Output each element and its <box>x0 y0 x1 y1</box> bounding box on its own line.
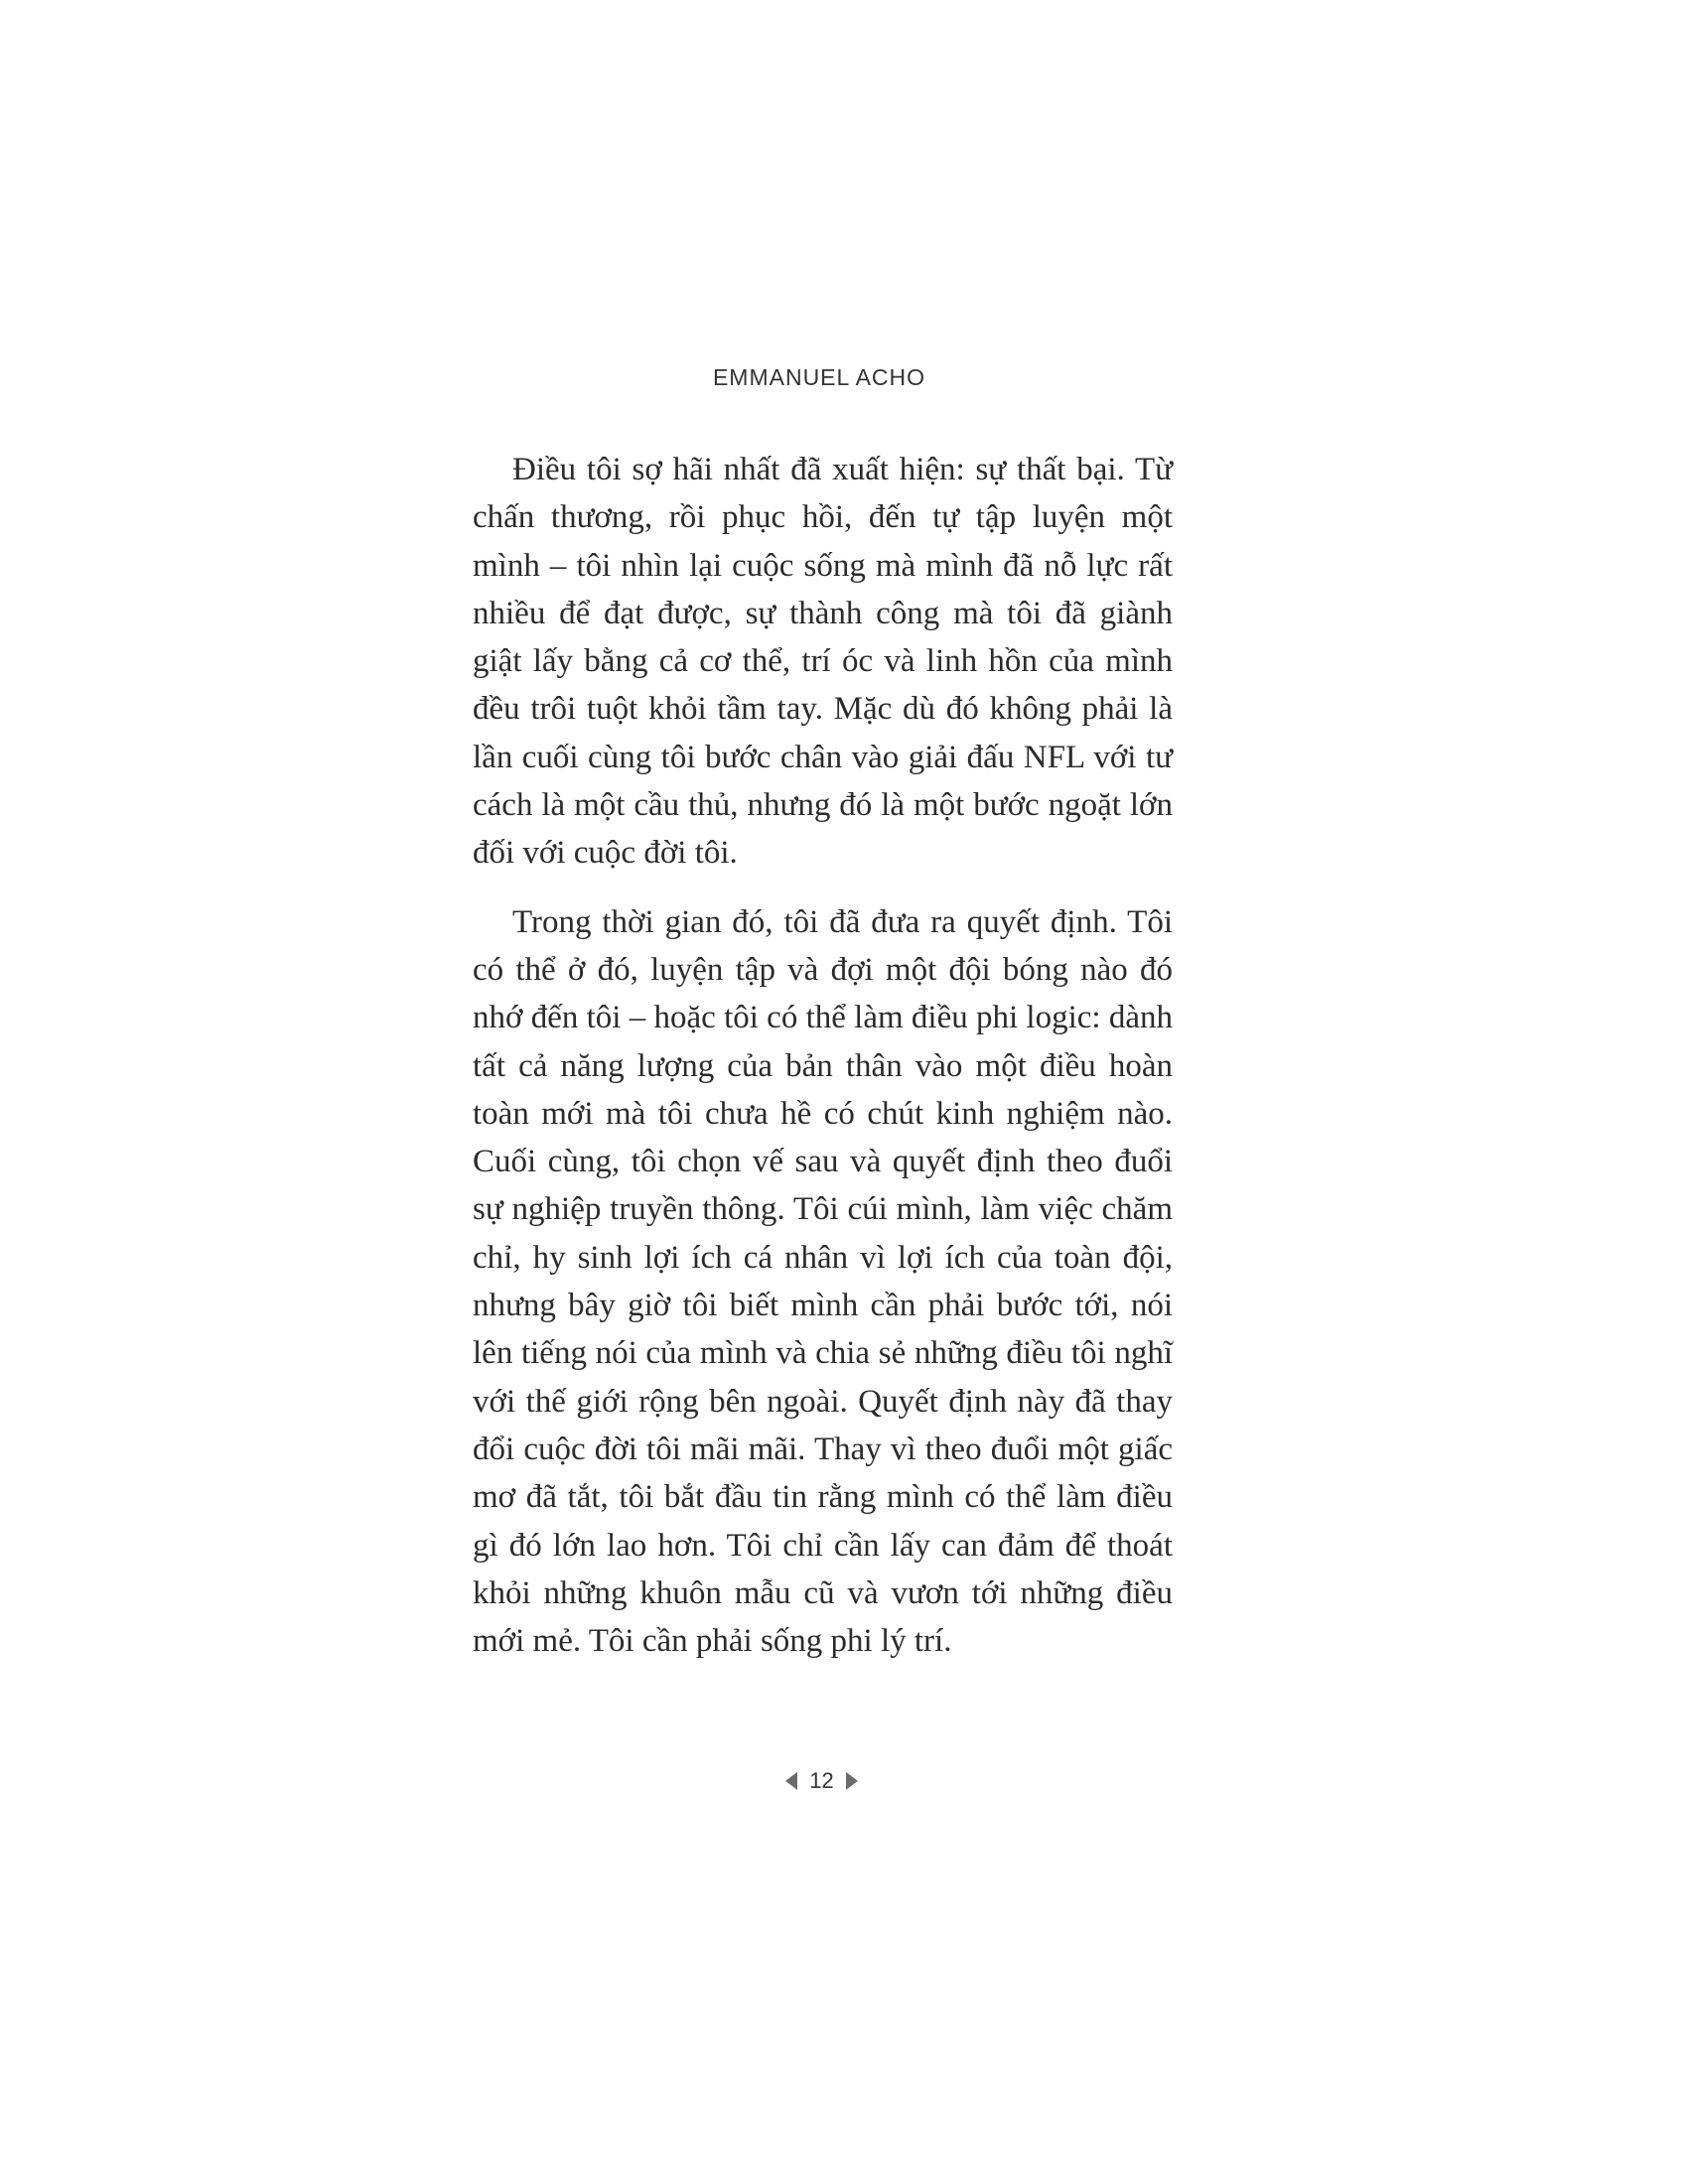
paragraph: Điều tôi sợ hãi nhất đã xuất hiện: sự thất bại. Từ chấn thương, rồi phục hồi, đến tự tập luyện một mình – tôi nhìn lại cuộc sống mà mình đã nỗ lực rất nhiều để đạt được, sự thành công mà tôi đã giành giật lấy bằng cả cơ thể, trí óc và linh hồn của mình đều trôi tuột khỏi tầm tay. Mặc dù đó không phải là lần cuối cùng tôi bước chân vào giải đấu NFL với tư cách là một cầu thủ, nhưng đó là một bước ngoặt lớn đối với cuộc đời tôi. <box>473 452 1173 872</box>
triangle-left-icon[interactable] <box>785 1772 797 1790</box>
running-head: EMMANUEL ACHO <box>712 364 926 390</box>
triangle-right-icon[interactable] <box>846 1772 858 1790</box>
page-number: 12 <box>809 1768 834 1793</box>
paragraph: Trong thời gian đó, tôi đã đưa ra quyết định. Tôi có thể ở đó, luyện tập và đợi một đội bóng nào đó nhớ đến tôi – hoặc tôi có thể làm điều phi logic: dành tất cả năng lượng của bản thân vào một điều hoàn toàn mới mà tôi chưa hề có chút kinh nghiệm nào. Cuối cùng, tôi chọn vế sau và quyết định theo đuổi sự nghiệp truyền thông. Tôi cúi mình, làm việc chăm chỉ, hy sinh lợi ích cá nhân vì lợi ích của toàn đội, nhưng bây giờ tôi biết mình cần phải bước tới, nói lên tiếng nói của mình và chia sẻ những điều tôi nghĩ với thế giới rộng bên ngoài. Quyết định này đã thay đổi cuộc đời tôi mãi mãi. Thay vì theo đuổi một giấc mơ đã tắt, tôi bắt đầu tin rằng mình có thể làm điều gì đó lớn lao hơn. Tôi chỉ cần lấy can đảm để thoát khỏi những khuôn mẫu cũ và vươn tới những điều mới mẻ. Tôi cần phải sống phi lý trí. <box>473 903 1173 1660</box>
page-navigation <box>0 1768 1643 1794</box>
body-text <box>473 446 1173 1686</box>
